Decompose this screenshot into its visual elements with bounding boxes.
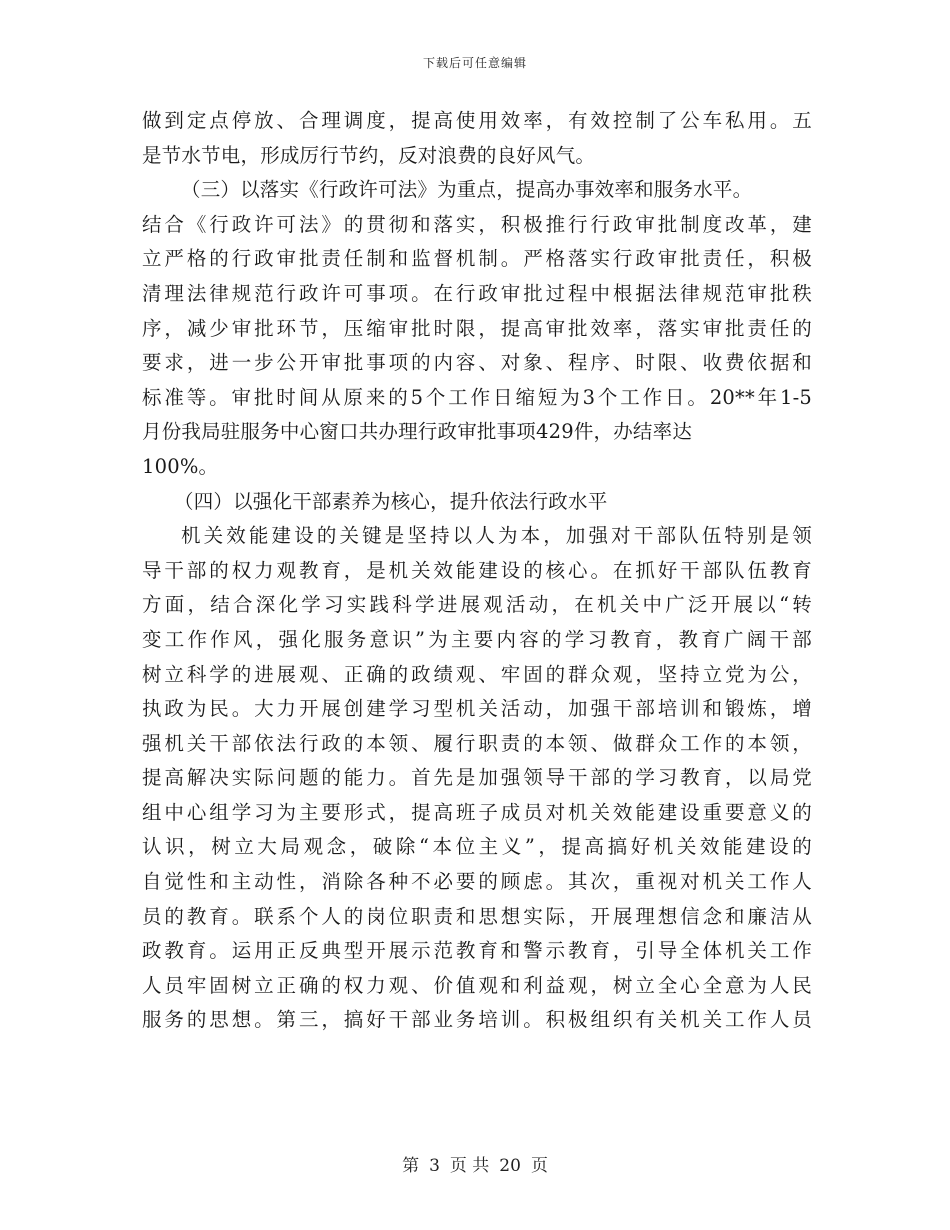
text-line: 组中心组学习为主要形式，提高班子成员对机关效能建设重要意义的 [142,800,812,824]
text-line: 人员牢固树立正确的权力观、价值观和利益观，树立全心全意为人民 [142,973,812,997]
text-line: 方面，结合深化学习实践科学进展观活动，在机关中广泛开展以“转 [142,593,812,617]
text-line: 标准等。审批时间从原来的5个工作日缩短为3个工作日。20**年1-5 [142,385,812,409]
text-line: 自觉性和主动性，消除各种不必要的顾虑。其次，重视对机关工作人 [142,870,812,894]
page-total: 20 [499,1156,521,1176]
text-line: 做到定点停放、合理调度，提高使用效率，有效控制了公车私用。五 [142,109,812,132]
page-footer [0,1151,950,1176]
document-body [142,104,812,1038]
text-line: 月份我局驻服务中心窗口共办理行政审批事项429件，办结率达 [142,420,693,444]
section-heading: （四）以强化干部素养为核心，提升依法行政水平 [174,489,608,513]
section-heading: （三）以落实《行政许可法》为重点，提高办事效率和服务水平。 [181,178,753,202]
text-line: 清理法律规范行政许可事项。在行政审批过程中根据法律规范审批秩 [142,281,812,305]
page-prefix: 第 [402,1156,420,1176]
text-line: 序，减少审批环节，压缩审批时限，提高审批效率，落实审批责任的 [142,316,812,340]
text-line: 树立科学的进展观、正确的政绩观、牢固的群众观，坚持立党为公， [142,662,812,686]
page-suffix: 页 [530,1156,548,1176]
page-number: 3 [429,1156,440,1176]
text-line: 结合《行政许可法》的贯彻和落实，积极推行行政审批制度改革，建 [142,212,812,236]
text-line: 100%。 [142,454,219,478]
text-line: 是节水节电，形成厉行节约，反对浪费的良好风气。 [142,143,596,167]
text-line: 导干部的权力观教育，是机关效能建设的核心。在抓好干部队伍教育 [142,558,812,582]
page-header: 下载后可任意编辑 [422,56,527,70]
text-line: 认识，树立大局观念，破除“本位主义”，提高搞好机关效能建设的 [142,835,812,859]
text-line: 提高解决实际问题的能力。首先是加强领导干部的学习教育，以局党 [142,766,812,790]
text-line: 执政为民。大力开展创建学习型机关活动，加强干部培训和锻炼，增 [142,697,812,721]
text-line: 员的教育。联系个人的岗位职责和思想实际，开展理想信念和廉洁从 [142,904,812,928]
text-line: 立严格的行政审批责任制和监督机制。严格落实行政审批责任，积极 [142,247,812,271]
text-line: 强机关干部依法行政的本领、履行职责的本领、做群众工作的本领， [142,731,812,755]
text-line: 变工作作风，强化服务意识”为主要内容的学习教育，教育广阔干部 [142,627,812,651]
text-line: 政教育。运用正反典型开展示范教育和警示教育，引导全体机关工作 [142,939,812,963]
text-line: 要求，进一步公开审批事项的内容、对象、程序、时限、收费依据和 [142,351,812,375]
page-middle: 页 共 [449,1156,490,1176]
text-line: 机关效能建设的关键是坚持以人为本，加强对干部队伍特别是领 [181,524,812,548]
text-line: 服务的思想。第三，搞好干部业务培训。积极组织有关机关工作人员 [142,1008,812,1032]
